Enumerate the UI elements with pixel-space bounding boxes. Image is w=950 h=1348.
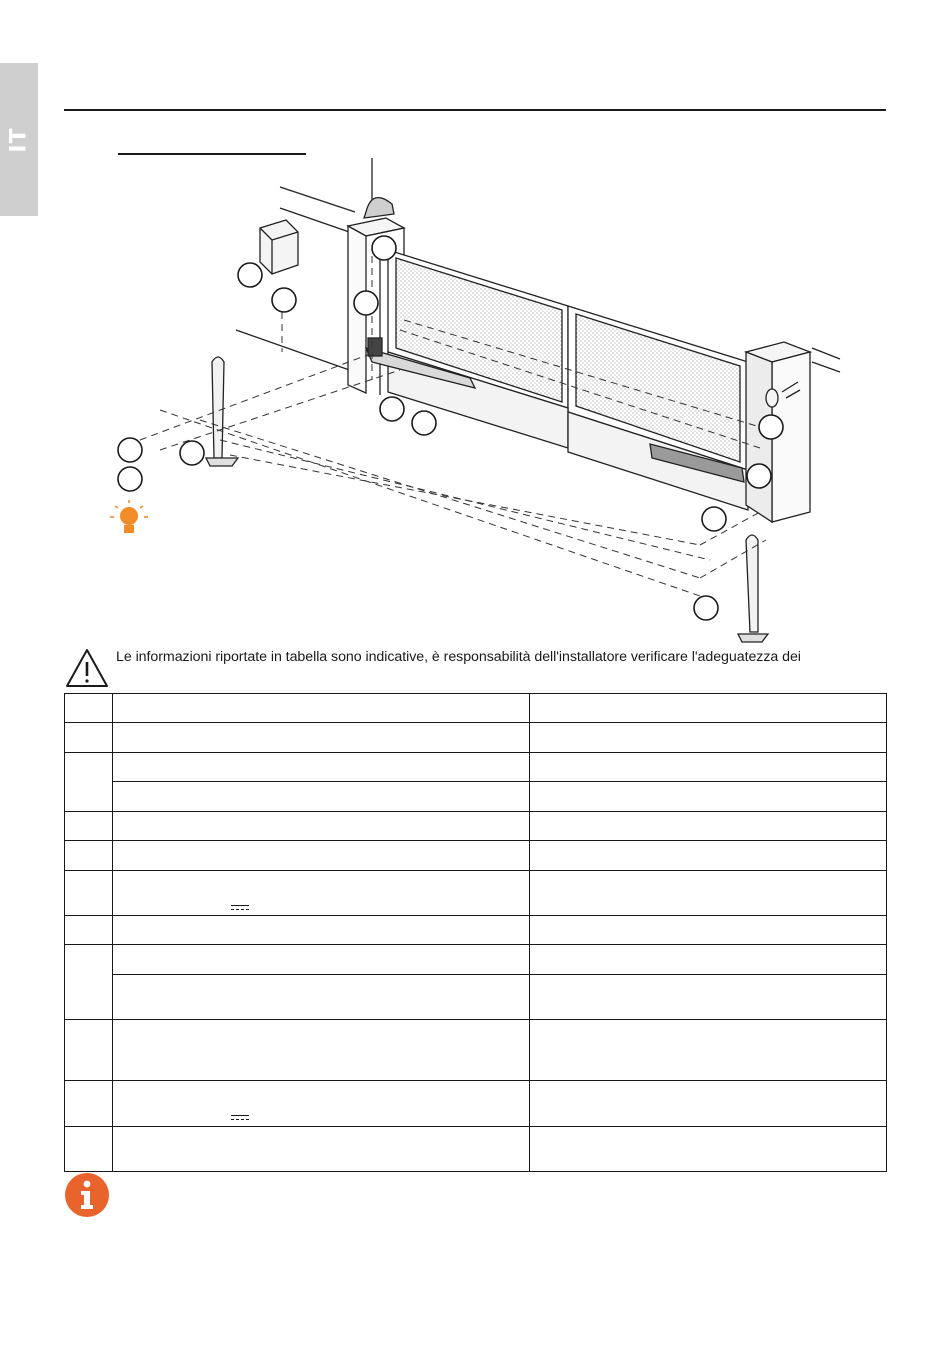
language-code: IT <box>6 126 32 153</box>
table-cell-description <box>113 1081 530 1127</box>
table-row <box>65 1081 887 1127</box>
table-cell-cable <box>530 753 887 782</box>
warning-text: Le informazioni riportate in tabella sono indicative, è responsabilità dell'installatore verificare l'adeguatezza dei <box>116 649 801 665</box>
table-cell-cable <box>530 1081 887 1127</box>
callout-circle <box>380 397 404 421</box>
table-cell-number <box>65 841 113 871</box>
table-cell-cable <box>530 812 887 841</box>
table-cell-description <box>113 812 530 841</box>
table-cell-description <box>113 871 530 916</box>
table-row <box>65 975 887 1020</box>
callout-circle <box>759 415 783 439</box>
table-cell-cable <box>530 1127 887 1172</box>
table-cell-number <box>65 1020 113 1081</box>
table-cell-cable <box>530 1020 887 1081</box>
callout-circle <box>180 441 204 465</box>
dc-voltage-icon <box>231 1115 249 1122</box>
table-row <box>65 916 887 945</box>
table-row <box>65 694 887 723</box>
table-cell-cable <box>530 945 887 975</box>
table-cell-description <box>113 975 530 1020</box>
table-cell-cable <box>530 871 887 916</box>
table-cell-cable <box>530 841 887 871</box>
table-cell-number <box>65 1127 113 1172</box>
table-cell-description <box>113 916 530 945</box>
callout-circle <box>702 507 726 531</box>
table-row <box>65 753 887 782</box>
callout-circle <box>238 263 262 287</box>
info-icon <box>64 1172 110 1218</box>
callout-circle <box>372 236 396 260</box>
callout-circle <box>118 438 142 462</box>
table-cell-description <box>113 1020 530 1081</box>
table-row <box>65 841 887 871</box>
callout-circle <box>354 291 378 315</box>
warning-triangle-icon <box>64 647 110 689</box>
table-cell-description <box>113 841 530 871</box>
table-cell-cable <box>530 782 887 812</box>
table-cell-number <box>65 753 113 812</box>
table-cell-number <box>65 871 113 916</box>
table-cell-cable <box>530 916 887 945</box>
callout-circle <box>118 467 142 491</box>
table-row <box>65 945 887 975</box>
table-row <box>65 871 887 916</box>
table-cell-description <box>113 782 530 812</box>
table-cell-description <box>113 753 530 782</box>
table-cell-number <box>65 812 113 841</box>
table-cell-number <box>65 694 113 723</box>
table-row <box>65 1127 887 1172</box>
table-cell-number <box>65 916 113 945</box>
callout-circle <box>272 288 296 312</box>
table-cell-cable <box>530 975 887 1020</box>
table-cell-number <box>65 723 113 753</box>
light-bulb-icon <box>110 500 148 533</box>
table-cell-description <box>113 723 530 753</box>
table-row <box>65 782 887 812</box>
table-cell-description <box>113 694 530 723</box>
table-cell-cable <box>530 723 887 753</box>
callout-circle <box>412 411 436 435</box>
callout-circle <box>694 596 718 620</box>
table-cell-description <box>113 945 530 975</box>
dc-voltage-icon <box>231 905 249 912</box>
callout-circle <box>747 464 771 488</box>
table-row <box>65 1020 887 1081</box>
table-cell-cable <box>530 694 887 723</box>
spec-table <box>64 693 887 1172</box>
installation-diagram <box>0 0 950 650</box>
table-cell-number <box>65 1081 113 1127</box>
table-row <box>65 812 887 841</box>
table-cell-number <box>65 945 113 1020</box>
table-row <box>65 723 887 753</box>
table-cell-description <box>113 1127 530 1172</box>
